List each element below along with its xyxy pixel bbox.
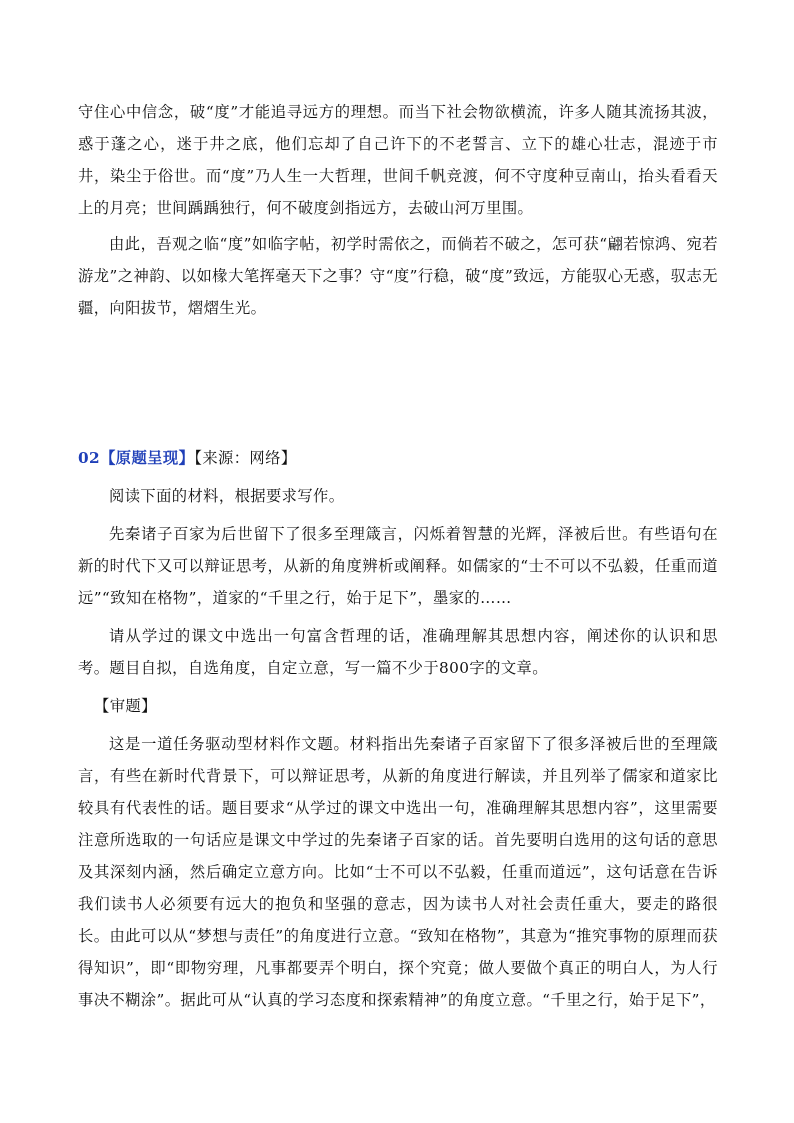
prompt-instruction: 阅读下面的材料，根据要求写作。 bbox=[109, 487, 345, 505]
question-source: 【来源：网络】 bbox=[194, 449, 297, 467]
question-header bbox=[78, 442, 718, 474]
essay-paragraph-1: 守住心中信念，破“度”才能追寻远方的理想。而当下社会物欲横流，许多人随其流扬其波，惑于蓬之心，迷于井之底，他们忘却了自己许下的不老誓言、立下的雄心壮志，混迹于市井，染尘于俗世。而“度”乃人生一大哲理，世间千帆竞渡，何不守度种豆南山，抬头看看天上的月亮；世间踽踽独行，何不破度剑指远方，去破山河万里围。 bbox=[78, 103, 718, 217]
analysis-text: 这是一道任务驱动型材料作文题。材料指出先秦诸子百家留下了很多泽被后世的至理箴言，有些在新时代背景下，可以辩证思考，从新的角度进行解读，并且列举了儒家和道家比较具有代表性的话。题目要求“从学过的课文中选出一句，准确理解其思想内容”，这里需要注意所选取的一句话应是课文中学过的先秦诸子百家的话。首先要明白选用的这句话的意思及其深刻内涵，然后确定立意方向。比如“士不可以不弘毅，任重而道远”，这句话意在告诉我们读书人必须要有远大的抱负和坚强的意志，因为读书人对社会责任重大，要走的路很长。由此可以从“梦想与责任”的角度进行立意。“致知在格物”，其意为“推究事物的原理而获得知识”，即“即物穷理，凡事都要弄个明白，探个究竟；做人要做个真正的明白人，为人行事决不糊涂”。据此可从“认真的学习态度和探索精神”的角度立意。“千里之行，始于足下”， bbox=[78, 735, 718, 1009]
essay-paragraph-2: 由此，吾观之临“度”如临字帖，初学时需依之，而倘若不破之，怎可获“翩若惊鸿、宛若游龙”之神韵、以如椽大笔挥毫天下之事？守“度”行稳，破“度”致远，方能驭心无惑，驭志无疆，向阳拔节，熠熠生光。 bbox=[78, 235, 718, 317]
question-heading: 【原题呈现】 bbox=[100, 449, 195, 467]
section-spacer bbox=[78, 324, 718, 442]
prompt-requirement: 请从学过的课文中选出一句富含哲理的话，准确理解其思想内容，阐述你的认识和思考。题目自拟，自选角度，自定立意，写一篇不少于800字的文章。 bbox=[78, 627, 718, 677]
prompt-material: 先秦诸子百家为后世留下了很多至理箴言，闪烁着智慧的光辉，泽被后世。有些语句在新的时代下又可以辩证思考，从新的角度辨析或阐释。如儒家的“士不可以不弘毅，任重而道远”“致知在格物”，道家的“千里之行，始于足下”，墨家的…… bbox=[78, 525, 718, 607]
document-body bbox=[78, 96, 718, 1016]
question-number: 02 bbox=[78, 449, 101, 467]
analysis-title: 【审题】 bbox=[94, 697, 157, 715]
